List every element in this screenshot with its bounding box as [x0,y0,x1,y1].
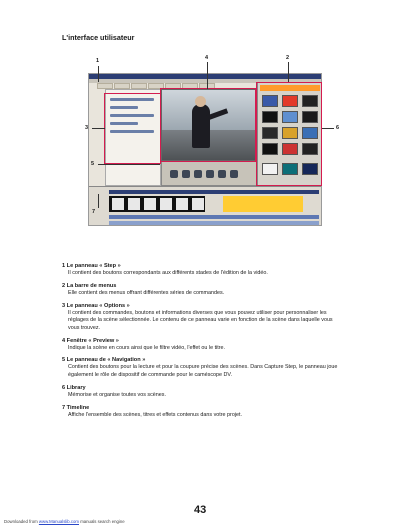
callout-line-1 [98,66,99,82]
timeline-track [109,221,319,225]
nav-button [230,170,238,178]
callout-number: 3 [85,125,89,131]
nav-button [206,170,214,178]
download-footer [4,519,125,524]
timeline-clip [112,198,124,210]
callout-line-4 [207,62,208,89]
legend-title: 1 Le panneau « Step » [62,263,121,269]
legend-title: 7 Timeline [62,404,90,411]
callout-number: 5 [91,161,95,167]
library-highlight [256,82,322,186]
footer-suffix: manuals search engine [79,519,125,524]
legend-description: Il contient des commandes, boutons et informations diverses que vous pouvez utiliser pour personnaliser les réglages de la scène sélectionnée. Le contenu de ce panneau varie en fonction de la scène dans laquelle vous vous trouvez. [68,309,333,331]
legend-description: Indique la scène en cours ainsi que le filtre vidéo, l'effet ou le titre. [68,344,226,351]
legend-title: 2 La barre de menus [62,282,117,289]
legend-description: Contient des boutons pour la lecture et pour la coupure précise des scènes. Dans Capture Step, le panneau joue également le rôle de dispositif de commande pour le caméscope DV. [68,364,338,378]
legend-description: Elle contient des menus offrant différentes séries de commandes. [68,289,225,296]
navigation-panel [161,161,257,186]
page-number: 43 [194,504,207,516]
legend-item [62,405,342,419]
callout-line-3 [92,128,105,129]
page-heading: L'interface utilisateur [62,33,135,42]
options-panel-highlight [104,93,161,164]
callout-number: 2 [286,55,290,61]
callout-line-7 [98,194,99,208]
callout-number: 1 [96,58,100,64]
footer-prefix: Downloaded from [4,519,39,524]
legend-title: 3 Le panneau « Options » [62,302,130,309]
callout-line-6 [322,128,334,129]
timeline-effect [223,196,303,212]
legend-description: Mémorise et organise toutes vos scènes. [68,391,166,398]
callout-number: 6 [336,125,340,131]
timeline-filmstrip [109,196,205,212]
legend-description: Il contient des boutons correspondants aux différents stades de l'édition de la vidéo. [68,270,268,276]
timeline-ruler [109,190,319,194]
legend-title: 6 Library [62,384,86,391]
callout-line-2 [288,62,289,82]
callout-number: 7 [92,209,96,215]
timeline-clip [160,198,172,210]
legend-item [62,303,342,332]
manualslib-link[interactable]: www.Manualslib.com [38,519,79,524]
preview-highlight [160,88,256,162]
legend-item [62,263,342,277]
timeline-panel [89,186,321,226]
timeline-track [109,215,319,219]
legend-description: Affiche l'ensemble des scènes, titres et effets contenus dans votre projet. [68,411,243,418]
nav-button [194,170,202,178]
timeline-clip [176,198,188,210]
callout-number: 4 [205,55,209,61]
legend-title: 4 Fenêtre « Preview » [62,337,119,344]
legend-item [62,338,342,352]
nav-button [182,170,190,178]
timeline-clip [192,198,204,210]
callout-line-5 [98,164,160,165]
nav-button [170,170,178,178]
timeline-clip [144,198,156,210]
legend-title: 5 Le panneau de « Navigation » [62,357,146,364]
interface-legend [62,263,342,425]
timeline-clip [128,198,140,210]
nav-button [218,170,226,178]
legend-item [62,385,342,399]
legend-item [62,283,342,297]
legend-item [62,357,342,379]
